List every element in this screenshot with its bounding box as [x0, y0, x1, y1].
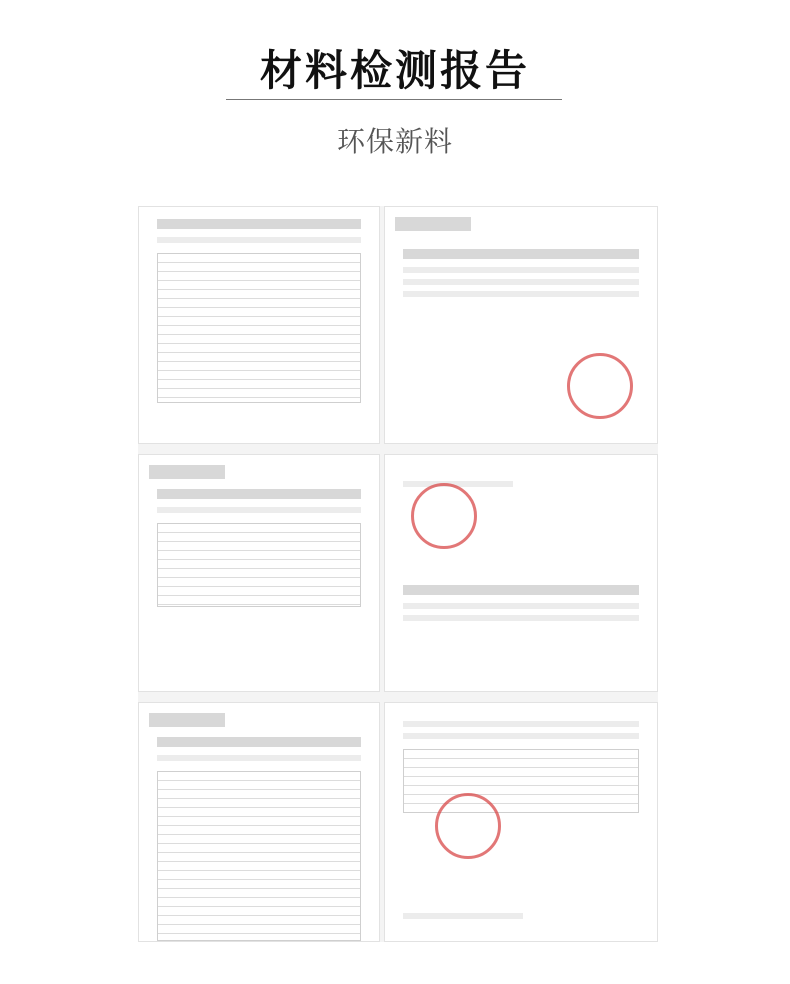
report-heading-placeholder [157, 737, 361, 747]
logo-placeholder [149, 465, 225, 479]
seal-icon [567, 353, 633, 419]
report-document-middle-right[interactable] [384, 454, 658, 692]
report-line-placeholder [403, 721, 639, 727]
seal-icon [435, 793, 501, 859]
report-document-bottom-right[interactable] [384, 702, 658, 942]
report-heading-placeholder [157, 489, 361, 499]
logo-placeholder [395, 217, 471, 231]
report-line-placeholder [403, 267, 639, 273]
report-line-placeholder [403, 291, 639, 297]
report-heading-placeholder [403, 249, 639, 259]
logo-placeholder [149, 713, 225, 727]
page-subtitle: 环保新料 [336, 125, 453, 158]
report-heading-placeholder [403, 585, 639, 595]
report-document-top-left[interactable] [138, 206, 380, 444]
report-line-placeholder [157, 237, 361, 243]
page-title: 材料检测报告 [259, 46, 530, 95]
report-document-bottom-left[interactable] [138, 702, 380, 942]
report-line-placeholder [403, 615, 639, 621]
report-line-placeholder [403, 279, 639, 285]
signature-placeholder [403, 913, 523, 919]
report-line-placeholder [157, 755, 361, 761]
seal-icon [411, 483, 477, 549]
report-line-placeholder [157, 507, 361, 513]
report-line-placeholder [403, 733, 639, 739]
report-table-placeholder [157, 253, 361, 403]
report-table-placeholder [157, 523, 361, 607]
report-table-placeholder [157, 771, 361, 941]
report-gallery [138, 206, 658, 942]
report-heading-placeholder [157, 219, 361, 229]
report-document-middle-left[interactable] [138, 454, 380, 692]
title-divider [226, 99, 562, 100]
report-line-placeholder [403, 603, 639, 609]
report-table-placeholder [403, 749, 639, 813]
report-document-top-right[interactable] [384, 206, 658, 444]
